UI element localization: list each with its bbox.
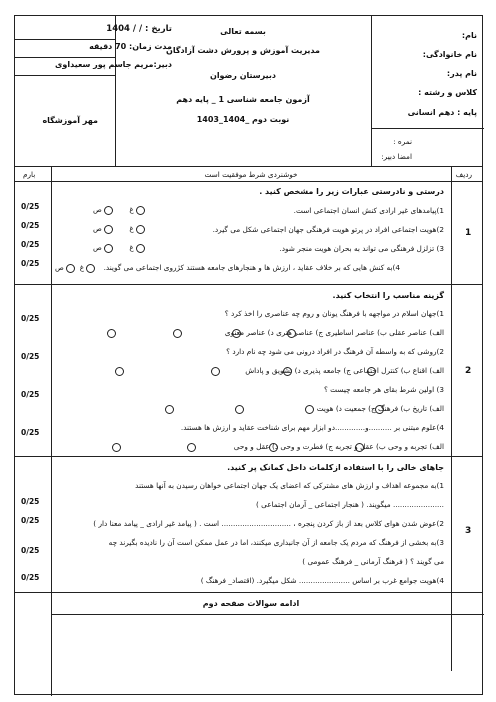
q2-stem-4: 4)علوم مبتنی بر ..........و.............دو ابزار مهم برای شناخت عقاید و ارزش ها هستند. [180,423,444,432]
exam-title: آزمون جامعه شناسی 1 _ پایه دهم [176,95,310,104]
q3-line-2: ...................... میگویند. ( هنجار اجتماعی _ آرمان اجتماعی ) [255,500,444,509]
q1-choices-2 [93,224,145,234]
motto: خوشنردی شرط موفقیت است [204,170,298,179]
false-label: غ [79,263,85,272]
class-field: کلاس و رشته : [418,88,477,97]
option-circle-icon[interactable] [136,244,145,253]
option-circle-icon[interactable] [165,405,174,414]
q2-number: 2 [465,366,472,376]
school-stamp-label: مهر آموزشگاه [42,116,98,125]
score-col-divider [51,166,52,696]
q2-options-4: الف) تجربه و وحی ب) عقل و تجربه ج) فطرت و وحی د) عقل و وحی [233,442,444,451]
header-divider-right [371,16,372,166]
row-column-header: ردیف [455,170,472,179]
exam-header [15,16,482,167]
q1-bottom [15,284,482,285]
option-circle-icon[interactable] [136,206,145,215]
q2-title: گزینه مناسب را انتخاب کنید. [332,291,444,300]
option-circle-icon[interactable] [211,367,220,376]
option-circle-icon[interactable] [136,225,145,234]
option-circle-icon[interactable] [283,367,292,376]
option-circle-icon[interactable] [66,264,75,273]
q1-title: درستی و نادرستی عبارات زیر را مشخص کنید . [259,187,444,196]
option-circle-icon[interactable] [269,443,278,452]
header-divider-left [115,16,116,166]
q3-line-4: 3)به بخشی از فرهنگ که مردم یک جامعه از آن جانبداری میکنند، اما در عمل ممکن است آن را نادیده بگیرند چه [108,538,444,547]
option-circle-icon[interactable] [115,367,124,376]
false-label: غ [129,224,134,233]
option-circle-icon[interactable] [305,405,314,414]
false-label: غ [129,243,134,252]
q3-line-3: 2)عوض شدن هوای کلاس بعد از باز کردن پنجره ، .............................. است . ( پیامد غیر ارادی _ پیامد معنا دار ) [93,519,444,528]
option-circle-icon[interactable] [375,405,384,414]
exam-term: نوبت دوم _1404_1403 [196,115,290,124]
q1-choices-3 [93,243,145,253]
true-label: ص [93,243,102,252]
continue-note: ادامه سوالات صفحه دوم [202,599,300,608]
option-circle-icon[interactable] [104,225,113,234]
organization-name: مدیریت آموزش و پرورش دشت آزادگان [166,46,320,55]
q2-score-2: 0/25 [21,352,40,361]
q2-score-4: 0/25 [21,428,40,437]
q2-options-2: الف) اقناع ب) کنترل اجتماعی ج) جامعه پذیری د) تشویق و پاداش [245,366,444,375]
q1-score-2: 0/25 [21,221,40,230]
q3-score-4: 0/25 [21,573,40,582]
right-line [371,128,484,129]
row-col-divider [451,166,452,671]
q3-title: جاهای خالی را با استفاده ازکلمات داخل کمانک پر کنید. [227,463,444,472]
true-label: ص [55,263,64,272]
q3-bottom [15,592,482,593]
q1-item-3: 3) تزلزل فرهنگی می تواند به بحران هویت منجر شود. [279,244,444,253]
left-line-3 [15,75,115,76]
false-label: غ [129,205,134,214]
option-circle-icon[interactable] [187,443,196,452]
q2-score-1: 0/25 [21,314,40,323]
option-circle-icon[interactable] [86,264,95,273]
q2-stem-3: 3) اولین شرط بقای هر جامعه چیست ؟ [323,385,444,394]
q1-score-3: 0/25 [21,240,40,249]
q1-score-4: 0/25 [21,259,40,268]
q3-line-1: 1)به مجموعه اهداف و ارزش های مشترکی که اعضای یک جهان اجتماعی خواهان رسیدن به آنها هستند [135,481,444,490]
option-circle-icon[interactable] [104,244,113,253]
date-field: تاریخ : / / 1404 [106,24,172,34]
basmala: بسمه تعالی [220,27,266,36]
option-circle-icon[interactable] [367,367,376,376]
family-name-field: نام خانوادگی: [422,50,477,59]
score-column-header: بارم [23,170,36,179]
q1-item-4: 4)به کنش هایی که بر خلاف عقاید ، ارزش ها و هنجارهای جامعه هستند کژروی اجتماعی می گویند. [103,263,400,272]
q3-score-2: 0/25 [21,516,40,525]
q2-options-3: الف) تاریخ ب) فرهنگ ج) جمعیت د) هویت [316,404,444,413]
option-circle-icon[interactable] [107,329,116,338]
q1-item-1: 1)پیامدهای غیر ارادی کنش انسان اجتماعی است. [293,206,444,215]
q3-number: 3 [465,526,472,536]
q2-bottom [15,456,482,457]
option-circle-icon[interactable] [355,443,364,452]
option-circle-icon[interactable] [112,443,121,452]
q2-stem-1: 1)جهان اسلام در مواجهه با فرهنگ یونان و روم چه عناصری را اخذ کرد ؟ [224,309,444,318]
exam-sheet [14,15,483,695]
option-circle-icon[interactable] [287,329,296,338]
true-label: ص [93,205,102,214]
q1-item-2: 2)هویت اجتماعی افراد در پرتو هویت فرهنگی جهان اجتماعی شکل می گیرد. [212,225,444,234]
option-circle-icon[interactable] [235,405,244,414]
school-name: دبیرستان رضوان [209,71,277,80]
student-name-field: نام: [461,31,477,40]
q3-score-1: 0/25 [21,497,40,506]
true-label: ص [93,224,102,233]
option-circle-icon[interactable] [173,329,182,338]
duration-field: مدت زمان: 70 دقیقه [89,42,172,51]
grade-field: پایه : دهم انسانی [407,108,477,117]
q1-score-1: 0/25 [21,202,40,211]
q3-line-6: 4)هویت جوامع غرب بر اساس ...................... شکل میگیرد. (اقتصاد_ فرهنگ ) [200,576,444,585]
q2-options-1: الف) عناصر عقلی ب) عناصر اساطیری ج) عناصر هنری د) عناصر معنوی [224,328,444,337]
left-line-2 [15,57,115,58]
q1-number: 1 [465,228,472,238]
footer-line [51,614,484,615]
option-circle-icon[interactable] [104,206,113,215]
teacher-field: دبیر:مریم جاسم پور سعیداوی [55,60,172,69]
q3-line-5: می گویند ؟ ( فرهنگ آرمانی _ فرهنگ عمومی ) [302,557,444,566]
q1-choices-1 [93,205,145,215]
score-label: نمره : [393,137,412,146]
table-header-bottom [15,181,482,182]
q1-choices-4 [55,263,95,273]
left-line-1 [15,39,115,40]
option-circle-icon[interactable] [232,329,241,338]
teacher-sign-label: امضا دبیر: [381,152,412,161]
q2-score-3: 0/25 [21,390,40,399]
q3-score-3: 0/25 [21,546,40,555]
q2-stem-2: 2)روشی که به واسطه آن فرهنگ در افراد درونی می شود چه نام دارد ؟ [226,347,444,356]
father-name-field: نام پدر: [446,69,477,78]
